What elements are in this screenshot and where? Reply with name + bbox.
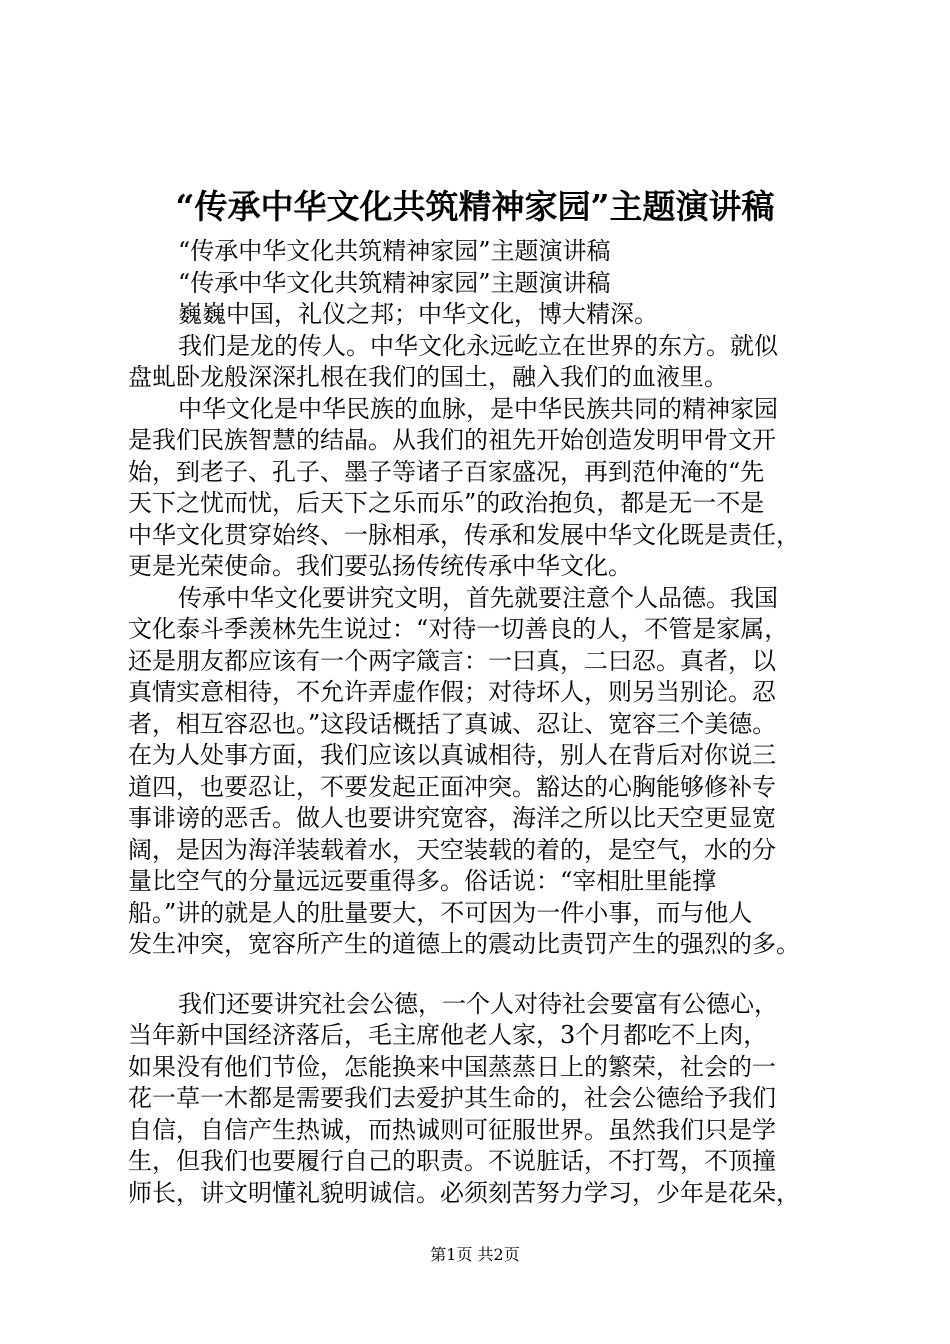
text-line: 文化泰斗季羡林先生说过：“对待一切善良的人，不管是家属， <box>128 615 789 643</box>
text-line: 盘虬卧龙般深深扎根在我们的国土，融入我们的血液里。 <box>128 363 728 391</box>
text-line: 始，到老子、孔子、墨子等诸子百家盛况，再到范仲淹的“先 <box>128 457 765 486</box>
text-line: 我们是龙的传人。中华文化永远屹立在世界的东方。就似 <box>178 331 778 360</box>
text-line: 真情实意相待，不允许弄虚作假；对待坏人，则另当别论。忍 <box>128 678 776 706</box>
text-line: 道四，也要忍让，不要发起正面冲突。豁达的心胸能够修补专 <box>128 772 776 801</box>
text-line: 还是朋友都应该有一个两字箴言：一曰真，二曰忍。真者，以 <box>128 646 776 675</box>
text-line: 在为人处事方面，我们应该以真诚相待，别人在背后对你说三 <box>128 741 776 769</box>
document-title: “传承中华文化共筑精神家园”主题演讲稿 <box>175 187 775 226</box>
text-line: 事诽谤的恶舌。做人也要讲究宽容，海洋之所以比天空更显宽 <box>128 804 776 832</box>
document-body <box>128 236 850 1209</box>
text-line: 船。”讲的就是人的肚量要大，不可因为一件小事，而与他人 <box>128 898 753 927</box>
text-line: 是我们民族智慧的结晶。从我们的祖先开始创造发明甲骨文开 <box>128 426 776 454</box>
text-line: 更是光荣使命。我们要弘扬传统传承中华文化。 <box>128 552 632 580</box>
text-line: 自信，自信产生热诚，而热诚则可征服世界。虽然我们只是学 <box>128 1115 776 1144</box>
text-line: “传承中华文化共筑精神家园”主题演讲稿 <box>178 237 611 265</box>
text-line: 巍巍中国，礼仪之邦；中华文化，博大精深。 <box>178 300 658 328</box>
text-line: 者，相互容忍也。”这段话概括了真诚、忍让、宽容三个美德。 <box>128 709 777 738</box>
text-line: 阔，是因为海洋装载着水，天空装载的着的，是空气，水的分 <box>128 835 776 864</box>
text-line: 我们还要讲究社会公德，一个人对待社会要富有公德心， <box>178 989 778 1018</box>
text-line: 中华文化贯穿始终、一脉相承，传承和发展中华文化既是责任， <box>128 520 800 549</box>
page-footer: 第1页 共2页 <box>430 1245 520 1264</box>
text-line: 量比空气的分量远远要重得多。俗话说：“宰相肚里能撑 <box>128 867 717 895</box>
text-line: 当年新中国经济落后，毛主席他老人家，3个月都吃不上肉， <box>128 1021 768 1049</box>
text-line: 花一草一木都是需要我们去爱护其生命的，社会公德给予我们 <box>128 1084 776 1112</box>
text-line: 传承中华文化要讲究文明，首先就要注意个人品德。我国 <box>178 583 778 612</box>
text-line: 师长，讲文明懂礼貌明诚信。必须刻苦努力学习，少年是花朵， <box>128 1178 800 1207</box>
text-line: 如果没有他们节俭，怎能换来中国蒸蒸日上的繁荣，社会的一 <box>128 1052 776 1081</box>
text-line: 发生冲突，宽容所产生的道德上的震动比责罚产生的强烈的多。 <box>128 930 800 958</box>
text-line: 天下之忧而忧，后天下之乐而乐”的政治抱负，都是无一不是 <box>128 489 765 517</box>
text-line: “传承中华文化共筑精神家园”主题演讲稿 <box>178 268 611 297</box>
text-line: 生，但我们也要履行自己的职责。不说脏话，不打驾，不顶撞 <box>128 1147 776 1175</box>
text-line: 中华文化是中华民族的血脉，是中华民族共同的精神家园 <box>178 394 778 423</box>
paragraph-gap <box>128 961 850 989</box>
